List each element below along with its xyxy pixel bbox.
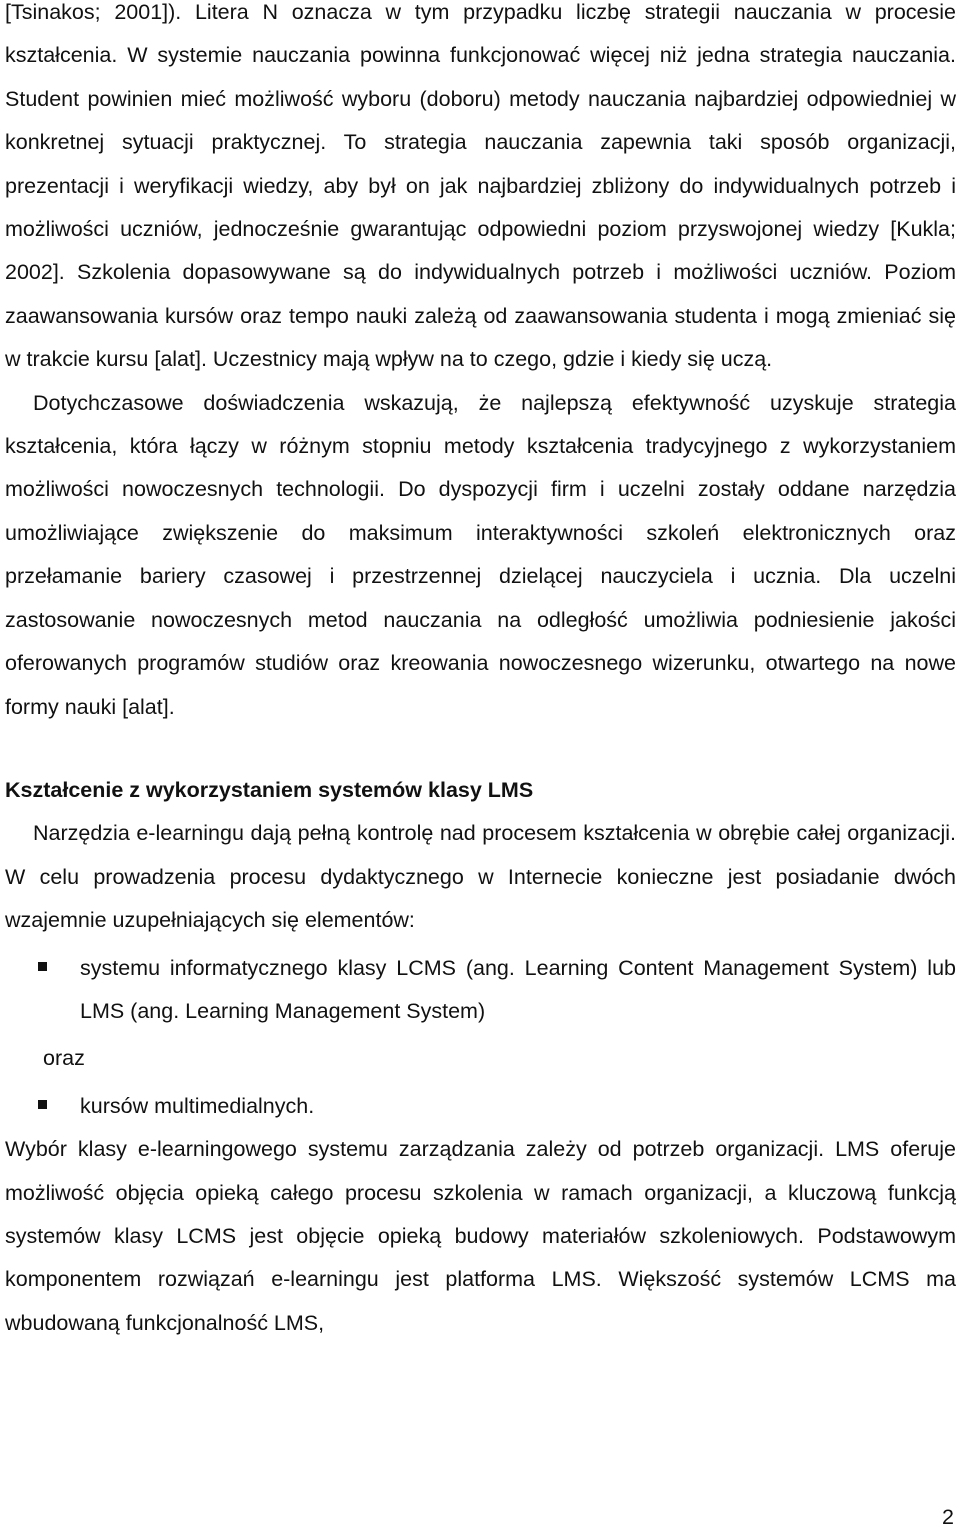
list-item [5,1085,956,1128]
connector-oraz: oraz [43,1046,85,1071]
list-item-text: kursów multimedialnych. [80,1093,315,1118]
page-number: 2 [942,1505,954,1529]
elements-list [5,947,956,1034]
square-bullet-icon [38,1100,47,1109]
list-item-text: systemu informatycznego klasy LCMS (ang. Learning Content Management System) lub LMS (ang. Learning Management System) [80,955,956,1023]
document-page [5,0,956,1345]
list-item [5,947,956,1034]
elements-list-second [5,1085,956,1128]
paragraph-lms-choice: Wybór klasy e-learningowego systemu zarządzania zależy od potrzeb organizacji. LMS oferuje możliwość objęcia opieką całego procesu szkolenia w ramach organizacji, a kluczową funkcją systemów klasy LCMS jest objęcie opieką budowy materiałów szkoleniowych. Podstawowym komponentem rozwiązań e-learningu jest platforma LMS. Większość systemów LCMS ma wbudowaną funkcjonalność LMS, [5,1137,956,1335]
square-bullet-icon [38,962,47,971]
section-heading: Kształcenie z wykorzystaniem systemów klasy LMS [5,777,534,802]
paragraph-elearning-tools: Narzędzia e-learningu dają pełną kontrolę nad procesem kształcenia w obrębie całej organizacji. W celu prowadzenia procesu dydaktycznego w Internecie konieczne jest posiadanie dwóch wzajemnie uzupełniających się elementów: [5,821,956,933]
paragraph-experience: Dotychczasowe doświadczenia wskazują, że najlepszą efektywność uzyskuje strategia kształcenia, która łączy w różnym stopniu metody kształcenia tradycyjnego z wykorzystaniem możliwości nowoczesnych technologii. Do dyspozycji firm i uczelni zostały oddane narzędzia umożliwiające zwiększenie do maksimum interaktywności szkoleń elektronicznych oraz przełamanie bariery czasowej i przestrzennej dzielącej nauczyciela i ucznia. Dla uczelni zastosowanie nowoczesnych metod nauczania na odległość umożliwia podniesienie jakości oferowanych programów studiów oraz kreowania nowoczesnego wizerunku, otwartego na nowe formy nauki [alat]. [5,390,956,719]
paragraph-strategies: [Tsinakos; 2001]). Litera N oznacza w tym przypadku liczbę strategii nauczania w procesie kształcenia. W systemie nauczania powinna funkcjonować więcej niż jedna strategia nauczania. Student powinien mieć możliwość wyboru (doboru) metody nauczania najbardziej odpowiedniej w konkretnej sytuacji praktycznej. To strategia nauczania zapewnia taki sposób organizacji, prezentacji i weryfikacji wiedzy, aby był on jak najbardziej zbliżony do indywidualnych potrzeb i możliwości uczniów, jednocześnie gwarantując odpowiedni poziom przyswojonej wiedzy [Kukla; 2002]. Szkolenia dopasowywane są do indywidualnych potrzeb i możliwości uczniów. Poziom zaawansowania kursów oraz tempo nauki zależą od zaawansowania studenta i mogą zmieniać się w trakcie kursu [alat]. Uczestnicy mają wpływ na to czego, gdzie i kiedy się uczą. [5,0,956,372]
